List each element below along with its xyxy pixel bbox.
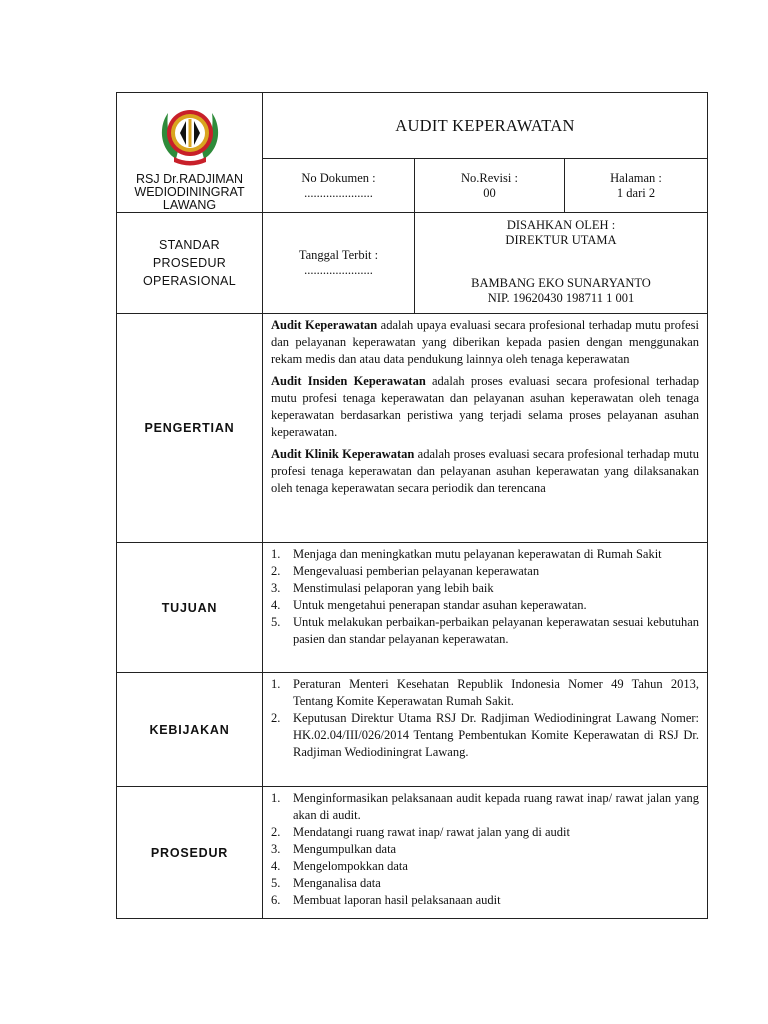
list-item: 1. Peraturan Menteri Kesehatan Republik Indonesia Nomer 49 Tahun 2013, Tentang Komite Keperawatan Rumah Sakit. [271,677,700,708]
disahkan-role: DIREKTUR UTAMA [505,233,617,247]
kebijakan-content [263,673,708,787]
definition-paragraph [271,446,699,497]
definition-term: Audit Keperawatan [271,318,378,332]
kebijakan-label: KEBIJAKAN [117,673,263,787]
hospital-header-cell [117,93,263,213]
tujuan-list [271,546,699,648]
definition-term: Audit Klinik Keperawatan [271,447,415,461]
signature-space [415,248,707,276]
halaman-cell [565,159,708,213]
hospital-name-line: RSJ Dr.RADJIMAN [136,172,243,186]
definition-paragraph [271,317,699,368]
list-item: 1. Menjaga dan meningkatkan mutu pelayanan keperawatan di Rumah Sakit [271,547,662,561]
list-item: 6. Membuat laporan hasil pelaksanaan audit [271,893,501,907]
list-item: 3. Mengumpulkan data [271,842,397,856]
list-item: 4. Mengelompokkan data [271,859,408,873]
list-item: 2. Mendatangi ruang rawat inap/ rawat jalan yang di audit [271,825,570,839]
definition-term: Audit Insiden Keperawatan [271,374,426,388]
prosedur-list [271,790,699,909]
definition-text: adalah proses evaluasi secara profesional terhadap mutu profesi tenaga keperawatan dan pelayanan asuhan keperawatan oleh tenaga keperawatan berdasarkan peristiwa yang terjadi selama proses pelayanan asuhan keperawatan. [271,374,700,439]
no-revisi-cell [415,159,565,213]
director-nip: NIP. 19620430 198711 1 001 [487,291,635,305]
no-revisi-label: No.Revisi : [461,170,518,185]
hospital-name-line: WEDIODININGRAT [134,185,245,199]
definition-text: adalah proses evaluasi secara profesional terhadap mutu profesi tenaga keperawatan dan pelayanan asuhan keperawatan yang dilaksanakan oleh tenaga keperawatan secara periodik dan terencana [271,447,700,495]
director-name: BAMBANG EKO SUNARYANTO [471,276,651,290]
sop-document [116,92,708,920]
tanggal-terbit-label: Tanggal Terbit : [298,248,379,262]
hospital-name [117,173,262,212]
hospital-name-line: LAWANG [162,198,217,212]
list-item: 3. Menstimulasi pelaporan yang lebih baik [271,581,494,595]
halaman-label: Halaman : [610,170,662,185]
sop-table [116,92,708,919]
list-item: 2. Mengevaluasi pemberian pelayanan keperawatan [271,564,540,578]
tanggal-terbit-value: ...................... [304,263,373,277]
hospital-logo-icon [156,99,224,169]
pengertian-content [263,314,708,543]
definition-paragraph [271,373,699,441]
standar-prosedur-cell [117,213,263,314]
list-item: 1. Menginformasikan pelaksanaan audit kepada ruang rawat inap/ rawat jalan yang akan di audit. [271,791,700,822]
tujuan-label: TUJUAN [117,543,263,673]
tujuan-content [263,543,708,673]
definition-text: adalah upaya evaluasi secara profesional terhadap mutu profesi dan pelayanan keperawatan yang diberikan kepada pasien dengan menggunakan rekam medis dan atau data pendukung lainnya oleh tenaga keperawatan [271,318,700,366]
no-dokumen-label: No Dokumen : [301,170,376,185]
document-title: AUDIT KEPERAWATAN [263,93,708,159]
no-dokumen-cell [263,159,415,213]
prosedur-label: PROSEDUR [117,787,263,919]
standar-line: PROSEDUR [152,256,227,270]
pengertian-label: PENGERTIAN [117,314,263,543]
standar-line: OPERASIONAL [143,274,236,288]
list-item: 2. Keputusan Direktur Utama RSJ Dr. Radjiman Wediodiningrat Lawang Nomer: HK.02.04/III/026/2014 Tentang Pembentukan Komite Keperawatan di RSJ Dr. Radjiman Wediodiningrat Lawang. [271,711,700,759]
standar-line: STANDAR [159,238,220,252]
approval-cell [415,213,708,314]
kebijakan-list [271,676,699,761]
halaman-value: 1 dari 2 [616,185,656,200]
no-revisi-value: 00 [483,185,496,200]
tanggal-terbit-cell [263,213,415,314]
prosedur-content [263,787,708,919]
list-item: 5. Untuk melakukan perbaikan-perbaikan pelayanan keperawatan sesuai kebutuhan pasien dan standar pelayanan keperawatan. [271,615,700,646]
list-item: 5. Menganalisa data [271,876,381,890]
list-item: 4. Untuk mengetahui penerapan standar asuhan keperawatan. [271,598,587,612]
disahkan-label: DISAHKAN OLEH : [506,218,616,232]
no-dokumen-value: ...................... [304,185,373,200]
